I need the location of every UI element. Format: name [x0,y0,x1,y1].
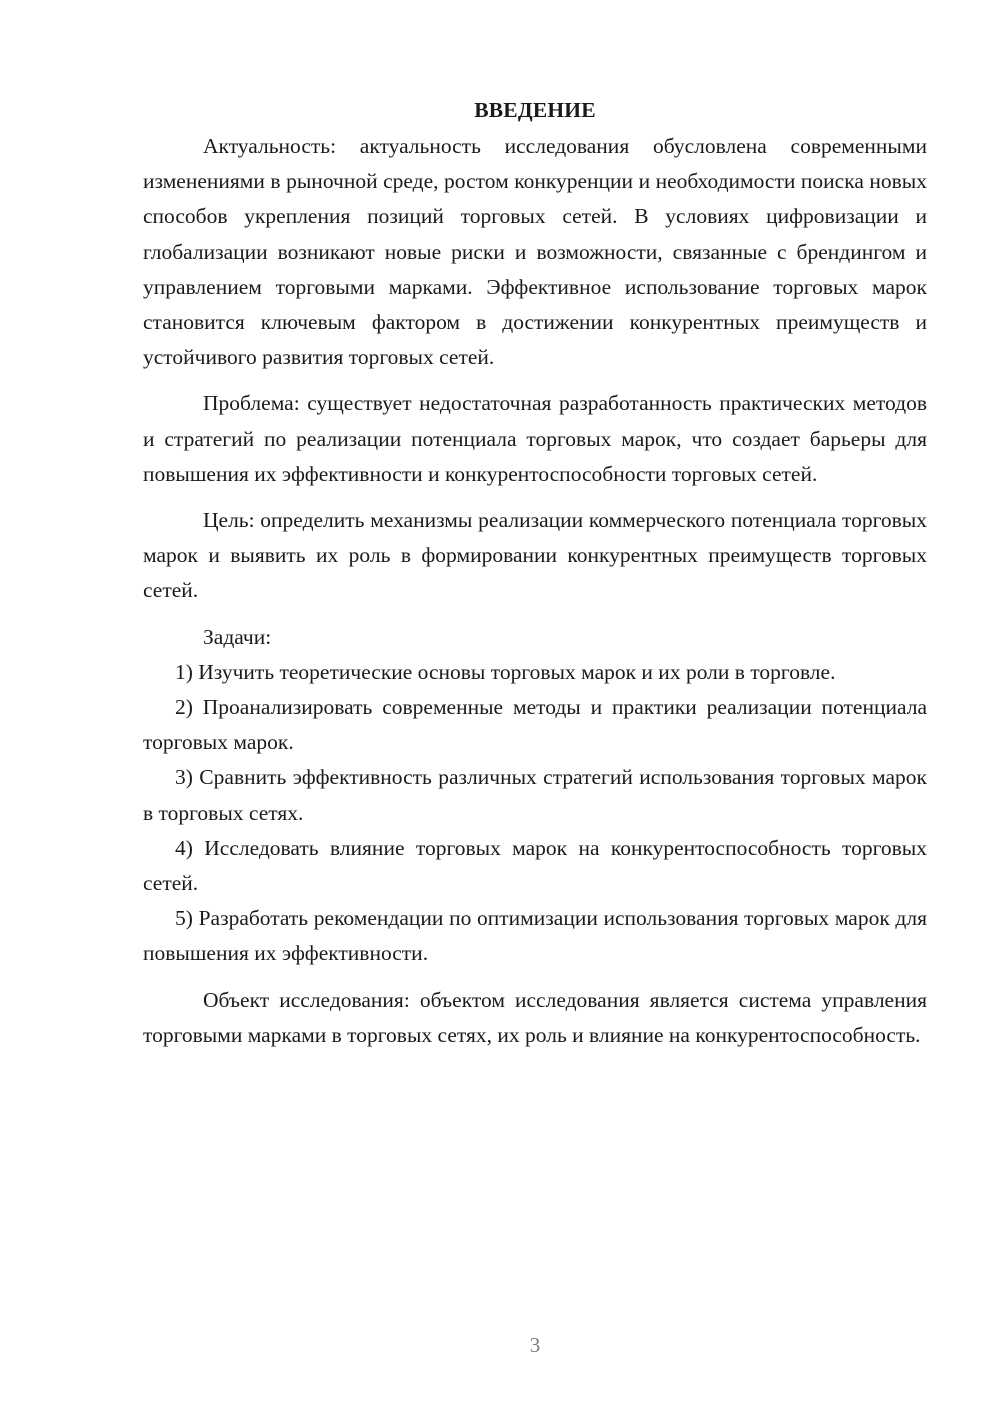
page-content [143,92,927,1053]
goal-paragraph: Цель: определить механизмы реализации коммерческого потенциала торговых марок и выявить их роль в формировании конкурентных преимуществ торговых сетей. [143,508,927,603]
object-paragraph: Объект исследования: объектом исследования является система управления торговыми марками в торговых сетях, их роль и влияние на конкурентоспособность. [143,987,927,1047]
page-title: ВВЕДЕНИЕ [474,98,596,122]
page-number: 3 [529,1333,541,1357]
task-item-1: 1) Изучить теоретические основы торговых марок и их роли в торговле. [175,659,836,684]
problem-paragraph: Проблема: существует недостаточная разработанность практических методов и стратегий по реализации потенциала торговых марок, что создает барьеры для повышения их эффективности и конкурентоспособности торговых сетей. [143,391,927,486]
task-item-3: 3) Сравнить эффективность различных стратегий использования торговых марок в торговых сетях. [143,765,927,825]
task-item-2: 2) Проанализировать современные методы и практики реализации потенциала торговых марок. [143,695,927,755]
relevance-paragraph: Актуальность: актуальность исследования обусловлена современными изменениями в рыночной среде, ростом конкуренции и необходимости поиска новых способов укрепления позиций торговых сетей. В условиях цифровизации и глобализации возникают новые риски и возможности, связанные с брендингом и управлением торговыми марками. Эффективное использование торговых марок становится ключевым фактором в достижении конкурентных преимуществ и устойчивого развития торговых сетей. [143,134,927,370]
task-item-5: 5) Разработать рекомендации по оптимизации использования торговых марок для повышения их эффективности. [143,906,927,966]
task-item-4: 4) Исследовать влияние торговых марок на конкурентоспособность торговых сетей. [143,835,927,896]
tasks-heading: Задачи: [203,624,272,649]
